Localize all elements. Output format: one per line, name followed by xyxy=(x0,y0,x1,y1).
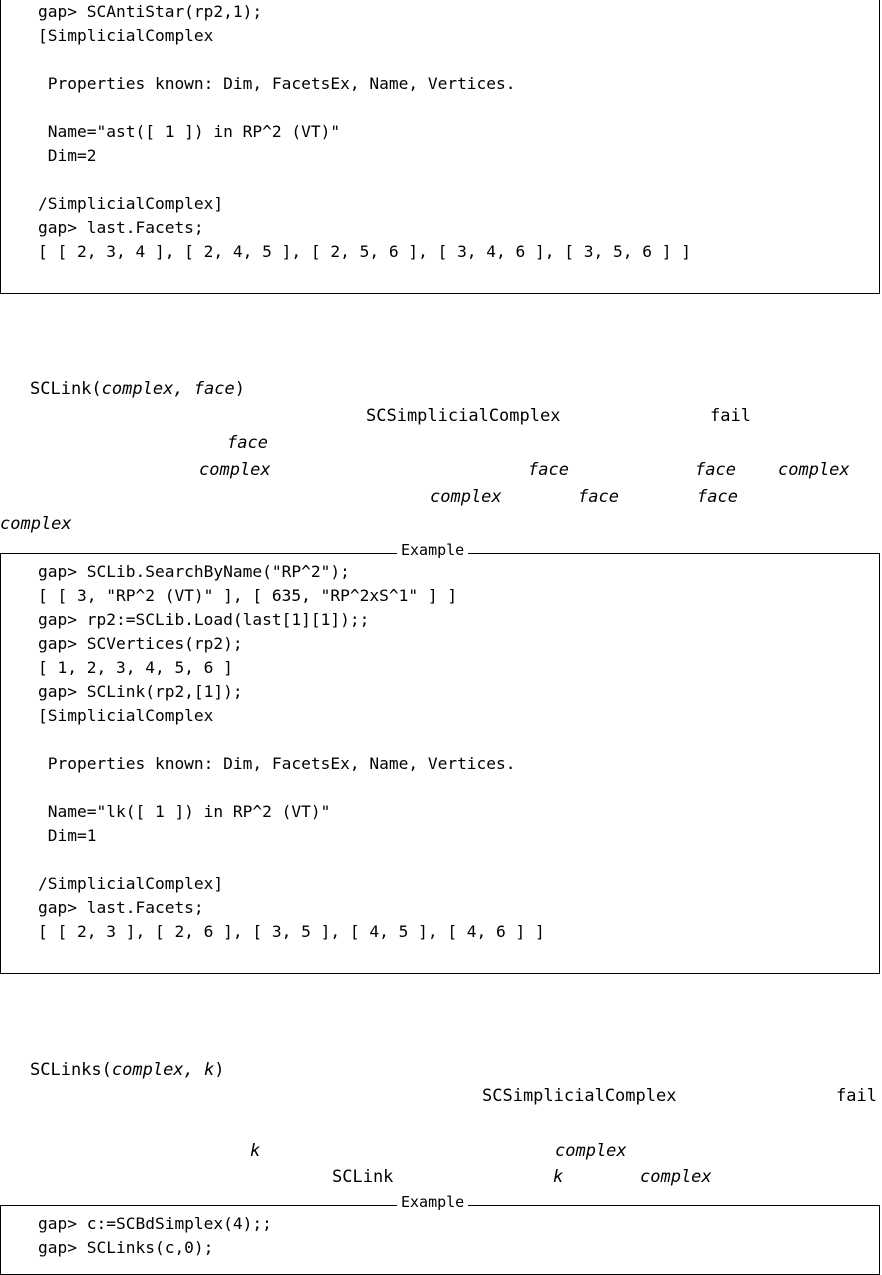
code-line xyxy=(38,728,545,752)
type-name: SCSimplicialComplex xyxy=(366,406,561,426)
function-name: SCLink( xyxy=(30,379,102,399)
type-name: SCSimplicialComplex xyxy=(482,1086,677,1106)
param-complex: complex xyxy=(0,514,72,534)
param-complex: complex xyxy=(640,1167,712,1187)
function-close: ) xyxy=(234,379,245,399)
sclink-signature xyxy=(30,378,245,400)
code-line: [ 1, 2, 3, 4, 5, 6 ] xyxy=(38,658,233,677)
code-line: gap> last.Facets; xyxy=(38,218,204,237)
code-line: Name="ast([ 1 ]) in RP^2 (VT)" xyxy=(38,122,341,141)
return-fail: fail xyxy=(710,406,751,426)
code-line: [SimplicialComplex xyxy=(38,26,214,45)
function-args: complex, k xyxy=(111,1060,215,1080)
function-close: ) xyxy=(214,1060,225,1080)
function-ref: SCLink xyxy=(332,1167,394,1187)
code-line: gap> SCLink(rp2,[1]); xyxy=(38,682,243,701)
code-line: gap> SCAntiStar(rp2,1); xyxy=(38,2,263,21)
param-face: face xyxy=(697,487,738,507)
code-line: /SimplicialComplex] xyxy=(38,874,224,893)
param-k: k xyxy=(250,1141,261,1161)
param-face: face xyxy=(695,460,736,480)
code-line: gap> c:=SCBdSimplex(4);; xyxy=(38,1214,272,1233)
code-line xyxy=(38,48,691,72)
code-line: Dim=2 xyxy=(38,146,97,165)
code-line: gap> SCVertices(rp2); xyxy=(38,634,243,653)
code-line xyxy=(38,776,545,800)
function-name: SCLinks( xyxy=(30,1060,112,1080)
param-complex: complex xyxy=(778,460,850,480)
code-line: gap> rp2:=SCLib.Load(last[1][1]);; xyxy=(38,610,370,629)
code-block-sclinks xyxy=(38,1212,272,1260)
code-line: gap> SCLib.SearchByName("RP^2"); xyxy=(38,562,350,581)
code-line: gap> last.Facets; xyxy=(38,898,204,917)
code-line: gap> SCLinks(c,0); xyxy=(38,1238,214,1257)
code-line: Dim=1 xyxy=(38,826,97,845)
param-k: k xyxy=(553,1167,564,1187)
code-line: Name="lk([ 1 ]) in RP^2 (VT)" xyxy=(38,802,331,821)
code-line: [ [ 2, 3, 4 ], [ 2, 4, 5 ], [ 2, 5, 6 ], [ 3, 4, 6 ], [ 3, 5, 6 ] ] xyxy=(38,242,691,261)
code-line xyxy=(38,168,691,192)
param-complex: complex xyxy=(199,460,271,480)
code-line: [ [ 2, 3 ], [ 2, 6 ], [ 3, 5 ], [ 4, 5 ], [ 4, 6 ] ] xyxy=(38,922,545,941)
sclinks-signature xyxy=(30,1059,225,1081)
return-fail: fail xyxy=(836,1086,877,1106)
code-line: [ [ 3, "RP^2 (VT)" ], [ 635, "RP^2xS^1" ] ] xyxy=(38,586,458,605)
code-line: Properties known: Dim, FacetsEx, Name, Vertices. xyxy=(38,754,516,773)
param-face: face xyxy=(528,460,569,480)
code-line xyxy=(38,848,545,872)
function-args: complex, face xyxy=(101,379,235,399)
code-block-antistar xyxy=(38,0,691,264)
param-face: face xyxy=(227,433,268,453)
example-label: Example xyxy=(397,541,468,559)
param-face: face xyxy=(578,487,619,507)
code-line: [SimplicialComplex xyxy=(38,706,214,725)
code-line: Properties known: Dim, FacetsEx, Name, Vertices. xyxy=(38,74,516,93)
code-block-sclink xyxy=(38,560,545,944)
code-line xyxy=(38,96,691,120)
param-complex: complex xyxy=(430,487,502,507)
code-line: /SimplicialComplex] xyxy=(38,194,224,213)
example-label: Example xyxy=(397,1193,468,1211)
param-complex: complex xyxy=(555,1141,627,1161)
